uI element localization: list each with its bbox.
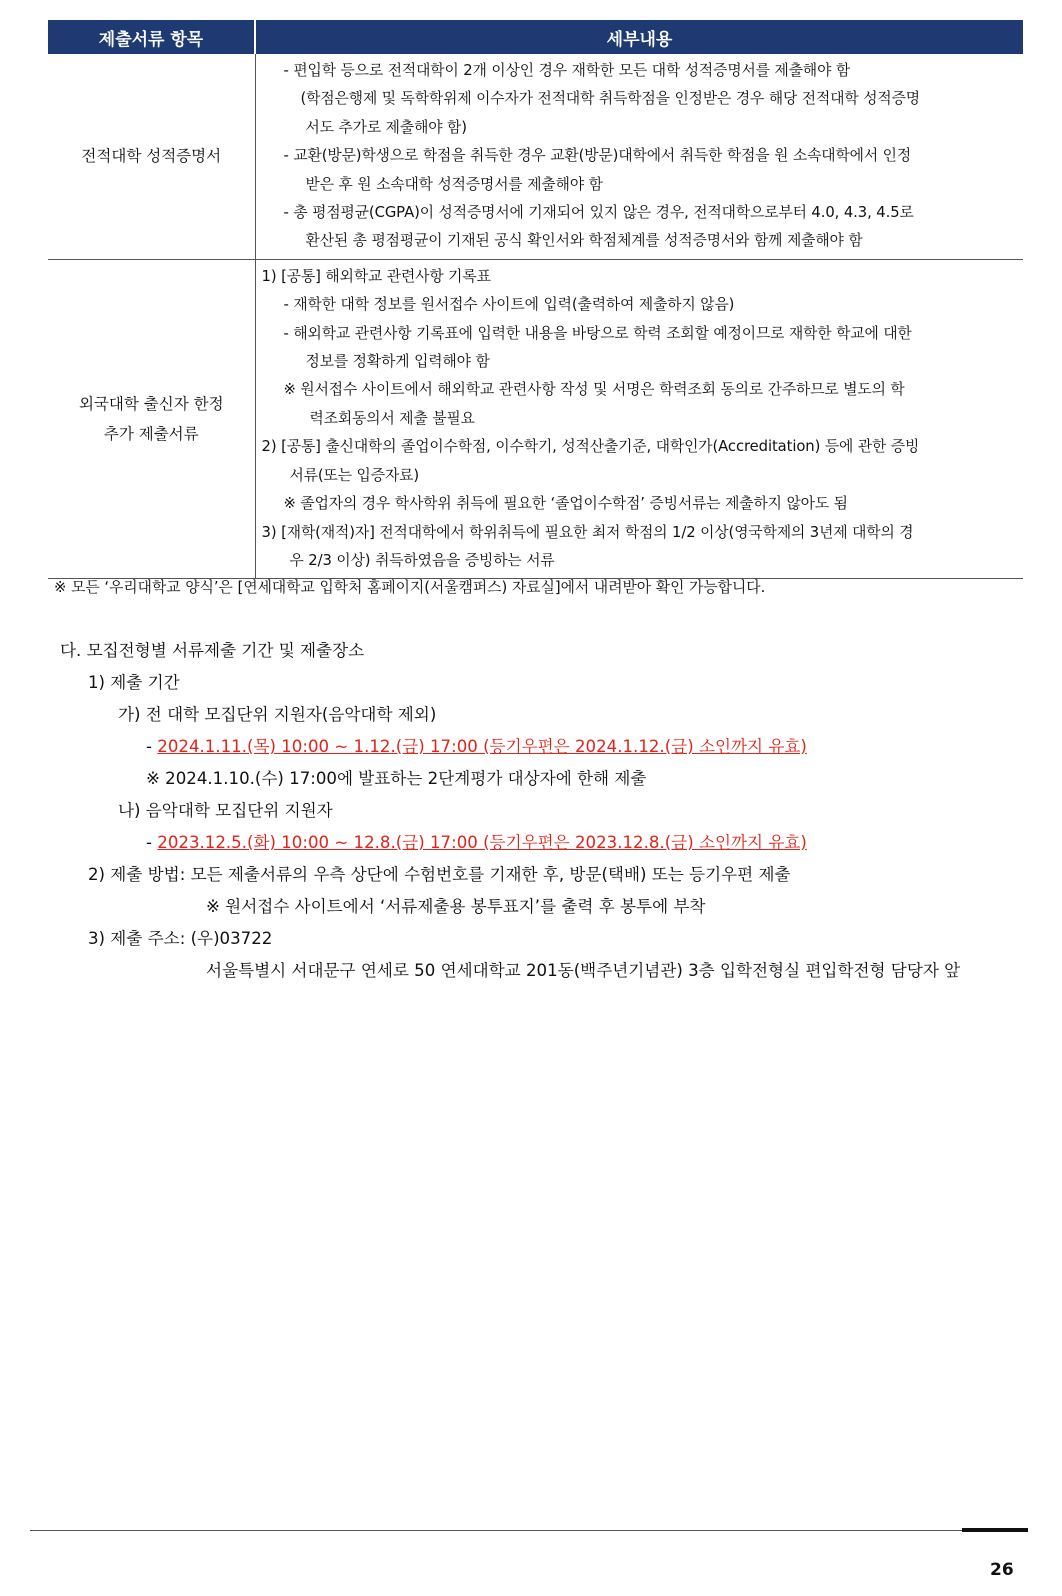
detail-line: - 총 평점평균(CGPA)이 성적증명서에 기재되어 있지 않은 경우, 전적대학으로부터 4.0, 4.3, 4.5로: [283, 204, 914, 222]
detail-line: 2) [공통] 출신대학의 졸업이수학점, 이수학기, 성적산출기준, 대학인가(Accreditation) 등에 관한 증빙: [261, 438, 920, 456]
section-title: 다. 모집전형별 서류제출 기간 및 제출장소: [60, 641, 365, 660]
group-b-period: [146, 828, 807, 858]
detail-line: 받은 후 원 소속대학 성적증명서를 제출해야 함: [305, 175, 603, 193]
row-details: [255, 259, 1023, 578]
footer-divider: [30, 1530, 1028, 1531]
group-b-title: 나) 음악대학 모집단위 지원자: [118, 801, 333, 820]
detail-line: 우 2/3 이상) 취득하였음을 증빙하는 서류: [289, 551, 555, 569]
group-a-note: ※ 2024.1.10.(수) 17:00에 발표하는 2단계평가 대상자에 한해 제출: [146, 769, 647, 788]
table-row: [48, 259, 1023, 578]
detail-line: - 재학한 대학 정보를 원서접수 사이트에 입력(출력하여 제출하지 않음): [283, 296, 735, 314]
row-label-line: 추가 제출서류: [103, 425, 199, 444]
detail-line: 정보를 정확하게 입력해야 함: [305, 353, 490, 371]
detail-line: - 교환(방문)학생으로 학점을 취득한 경우 교환(방문)대학에서 취득한 학점을 원 소속대학에서 인정: [283, 147, 912, 165]
row-label-line: 외국대학 출신자 한정: [78, 395, 224, 414]
address-line: 서울특별시 서대문구 연세로 50 연세대학교 201동(백주년기념관) 3층 입학전형실 편입학전형 담당자 앞: [206, 961, 961, 980]
group-a-date: 2024.1.11.(목) 10:00 ~ 1.12.(금) 17:00 (등기우편은 2024.1.12.(금) 소인까지 유효): [157, 737, 807, 756]
detail-line: ※ 원서접수 사이트에서 해외학교 관련사항 작성 및 서명은 학력조회 동의로 간주하므로 별도의 학: [283, 381, 905, 399]
group-a-title: 가) 전 대학 모집단위 지원자(음악대학 제외): [118, 705, 437, 724]
row-label: [48, 54, 255, 259]
period-title: 1) 제출 기간: [88, 673, 180, 692]
group-a-period: [146, 732, 807, 762]
method-note: ※ 원서접수 사이트에서 ‘서류제출용 봉투표지’를 출력 후 봉투에 부착: [206, 897, 706, 916]
table-header-row: [48, 20, 1023, 54]
group-b-date: 2023.12.5.(화) 10:00 ~ 12.8.(금) 17:00 (등기우편은 2023.12.8.(금) 소인까지 유효): [157, 833, 807, 852]
detail-line: 3) [재학(재적)자] 전적대학에서 학위취득에 필요한 최저 학점의 1/2 이상(영국학제의 3년제 대학의 경: [261, 523, 914, 541]
page-number: 26: [990, 1560, 1014, 1580]
method-line: 2) 제출 방법: 모든 제출서류의 우측 상단에 수험번호를 기재한 후, 방문(택배) 또는 등기우편 제출: [88, 865, 791, 884]
detail-line: - 편입학 등으로 전적대학이 2개 이상인 경우 재학한 모든 대학 성적증명서를 제출해야 함: [283, 62, 851, 79]
detail-line: 력조회동의서 제출 불필요: [309, 409, 475, 427]
detail-line: 1) [공통] 해외학교 관련사항 기록표: [261, 267, 491, 285]
table-footnote: ※ 모든 ‘우리대학교 양식’은 [연세대학교 입학처 홈페이지(서울캠퍼스) 자료실]에서 내려받아 확인 가능합니다.: [54, 579, 766, 596]
detail-line: 서류(또는 입증자료): [289, 466, 420, 484]
dash-marker: -: [146, 737, 158, 756]
detail-line: ※ 졸업자의 경우 학사학위 취득에 필요한 ‘졸업이수학점’ 증빙서류는 제출하지 않아도 됨: [283, 495, 848, 513]
header-col-items: 제출서류 항목: [48, 20, 255, 54]
table-row: [48, 54, 1023, 259]
detail-line: - 해외학교 관련사항 기록표에 입력한 내용을 바탕으로 학력 조회할 예정이므로 재학한 학교에 대한: [283, 324, 912, 342]
header-col-details: 세부내용: [255, 20, 1023, 54]
dash-marker: -: [146, 833, 158, 852]
row-label-line: 전적대학 성적증명서: [81, 147, 222, 166]
document-table: [48, 20, 1023, 579]
row-details: [255, 54, 1023, 259]
detail-line: 서도 추가로 제출해야 함): [305, 118, 467, 136]
detail-line: (학점은행제 및 독학학위제 이수자가 전적대학 취득학점을 인정받은 경우 해당 전적대학 성적증명: [300, 90, 920, 108]
address-title: 3) 제출 주소: (우)03722: [88, 929, 273, 948]
detail-line: 환산된 총 평점평균이 기재된 공식 확인서와 학점체계를 성적증명서와 함께 제출해야 함: [305, 232, 863, 250]
footer-accent-bar: [962, 1528, 1028, 1532]
row-label: [48, 259, 255, 578]
